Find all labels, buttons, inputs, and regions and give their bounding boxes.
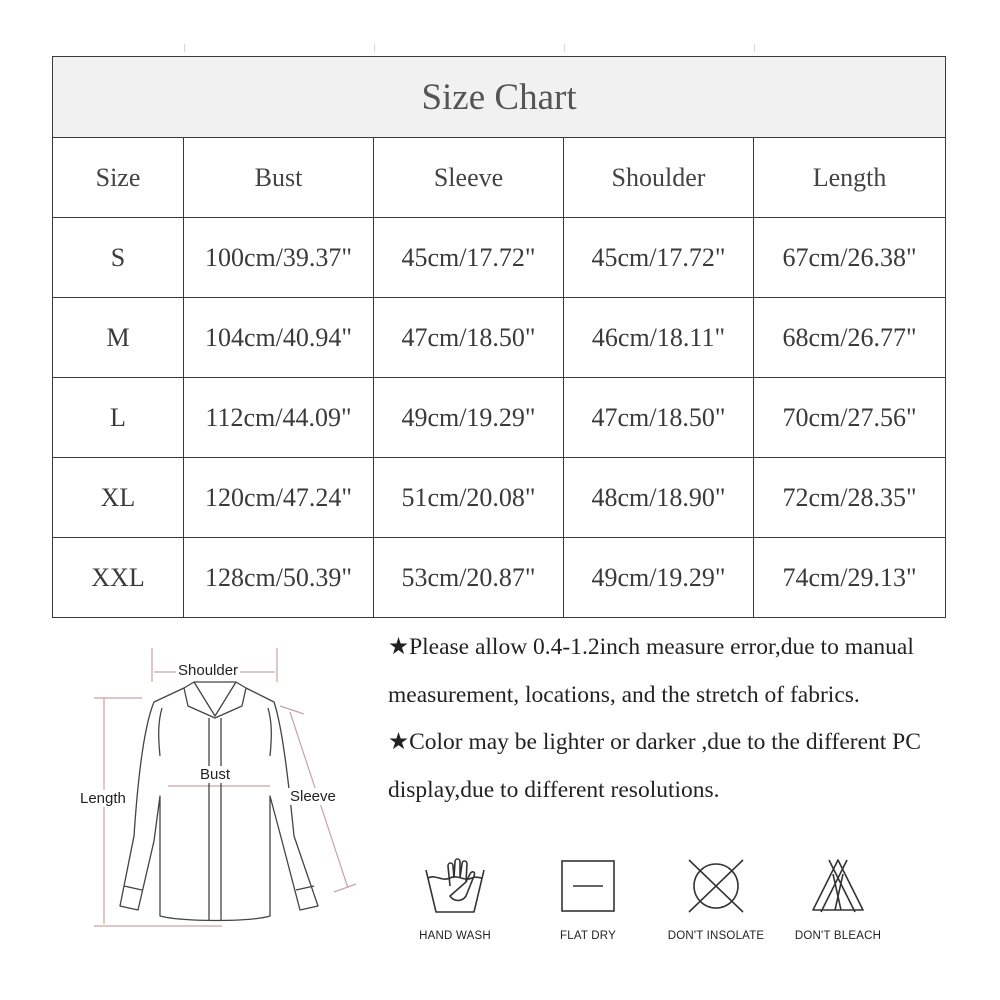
size-chart-table bbox=[52, 56, 946, 618]
table-row bbox=[53, 378, 946, 458]
cell-size: M bbox=[53, 298, 184, 378]
table-row bbox=[53, 218, 946, 298]
cell-bust: 128cm/50.39" bbox=[184, 538, 374, 618]
table-title: Size Chart bbox=[53, 57, 946, 138]
header-bust: Bust bbox=[184, 138, 374, 218]
note-measure-error: ★Please allow 0.4-1.2inch measure error,due to manual measurement, locations, and the stretch of fabrics. bbox=[388, 634, 914, 708]
guide-mark bbox=[754, 44, 755, 52]
cell-shoulder: 47cm/18.50" bbox=[564, 378, 754, 458]
diagram-label-sleeve: Sleeve bbox=[290, 788, 336, 805]
header-shoulder: Shoulder bbox=[564, 138, 754, 218]
care-dont-bleach bbox=[778, 856, 898, 942]
cell-bust: 112cm/44.09" bbox=[184, 378, 374, 458]
header-row bbox=[53, 138, 946, 218]
cell-sleeve: 53cm/20.87" bbox=[374, 538, 564, 618]
cell-size: XXL bbox=[53, 538, 184, 618]
care-label-dont-bleach: DON'T BLEACH bbox=[794, 930, 882, 942]
cell-sleeve: 51cm/20.08" bbox=[374, 458, 564, 538]
cell-length: 70cm/27.56" bbox=[754, 378, 946, 458]
diagram-label-bust: Bust bbox=[200, 766, 231, 783]
diagram-label-shoulder: Shoulder bbox=[178, 662, 239, 679]
flat-dry-icon bbox=[553, 856, 623, 916]
note-color-variation: ★Color may be lighter or darker ,due to the different PC display,due to different resolutions. bbox=[388, 729, 921, 803]
cell-size: S bbox=[53, 218, 184, 298]
hand-wash-icon bbox=[420, 856, 490, 916]
cell-size: L bbox=[53, 378, 184, 458]
cell-bust: 104cm/40.94" bbox=[184, 298, 374, 378]
cell-length: 74cm/29.13" bbox=[754, 538, 946, 618]
shirt-diagram-icon bbox=[72, 636, 362, 936]
cell-length: 72cm/28.35" bbox=[754, 458, 946, 538]
cell-bust: 100cm/39.37" bbox=[184, 218, 374, 298]
care-label-hand-wash: HAND WASH bbox=[419, 930, 491, 942]
cell-shoulder: 45cm/17.72" bbox=[564, 218, 754, 298]
cell-sleeve: 45cm/17.72" bbox=[374, 218, 564, 298]
care-label-flat-dry: FLAT DRY bbox=[560, 930, 616, 942]
header-sleeve: Sleeve bbox=[374, 138, 564, 218]
header-length: Length bbox=[754, 138, 946, 218]
care-dont-insolate bbox=[656, 856, 776, 942]
cell-length: 67cm/26.38" bbox=[754, 218, 946, 298]
guide-mark bbox=[184, 44, 185, 52]
cell-bust: 120cm/47.24" bbox=[184, 458, 374, 538]
cell-shoulder: 49cm/19.29" bbox=[564, 538, 754, 618]
table-row bbox=[53, 538, 946, 618]
diagram-label-length: Length bbox=[80, 790, 126, 807]
header-size: Size bbox=[53, 138, 184, 218]
care-hand-wash bbox=[395, 856, 515, 942]
care-flat-dry bbox=[528, 856, 648, 942]
care-notes bbox=[388, 624, 958, 814]
dont-insolate-icon bbox=[681, 856, 751, 916]
shirt-measurement-diagram bbox=[72, 636, 362, 936]
guide-mark bbox=[374, 44, 375, 52]
table-row bbox=[53, 298, 946, 378]
cell-length: 68cm/26.77" bbox=[754, 298, 946, 378]
dont-bleach-icon bbox=[803, 856, 873, 916]
care-label-dont-insolate: DON'T INSOLATE bbox=[667, 930, 765, 942]
table-row bbox=[53, 458, 946, 538]
cell-sleeve: 49cm/19.29" bbox=[374, 378, 564, 458]
cell-size: XL bbox=[53, 458, 184, 538]
cell-shoulder: 46cm/18.11" bbox=[564, 298, 754, 378]
guide-mark bbox=[564, 44, 565, 52]
cell-shoulder: 48cm/18.90" bbox=[564, 458, 754, 538]
cell-sleeve: 47cm/18.50" bbox=[374, 298, 564, 378]
